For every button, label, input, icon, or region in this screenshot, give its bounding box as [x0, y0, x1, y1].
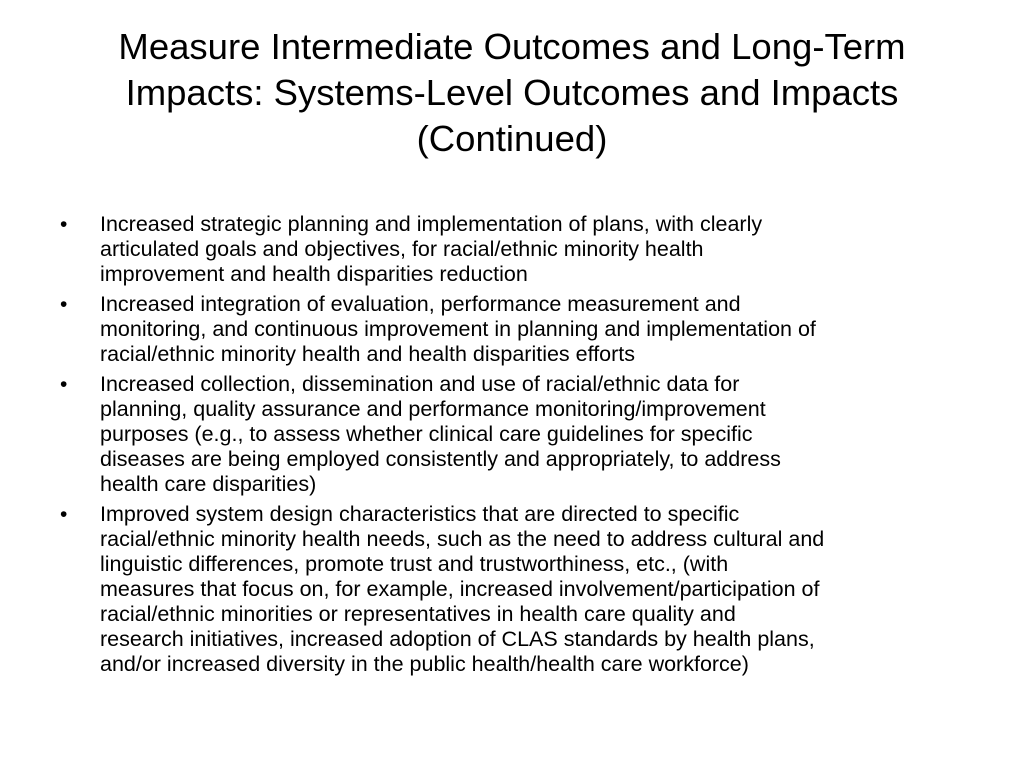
bullet-item-strategic-planning	[60, 212, 970, 287]
bullet-marker: •	[60, 503, 68, 526]
bullet-text-line: improvement and health disparities reduction	[100, 262, 528, 286]
slide-title	[60, 24, 964, 162]
bullet-text-line: health care disparities)	[100, 472, 317, 496]
bullet-marker: •	[60, 293, 68, 316]
slide-title-line: Impacts: Systems-Level Outcomes and Impacts	[125, 72, 899, 113]
bullet-text-line: linguistic differences, promote trust and trustworthiness, etc., (with	[100, 552, 729, 576]
bullet-item-evaluation-integration	[60, 292, 970, 367]
bullet-text-line: research initiatives, increased adoption of CLAS standards by health plans,	[100, 627, 815, 651]
bullet-text-line: Increased collection, dissemination and use of racial/ethnic data for	[100, 372, 740, 396]
bullet-marker: •	[60, 213, 68, 236]
bullet-text-line: diseases are being employed consistently and appropriately, to address	[100, 447, 781, 471]
bullet-text-line: planning, quality assurance and performance monitoring/improvement	[100, 397, 766, 421]
bullet-marker: •	[60, 373, 68, 396]
slide-title-line: Measure Intermediate Outcomes and Long-Term	[118, 26, 906, 67]
bullet-text-line: racial/ethnic minority health needs, such as the need to address cultural and	[100, 527, 825, 551]
bullet-text-line: racial/ethnic minority health and health disparities efforts	[100, 342, 636, 366]
bullet-text-line: articulated goals and objectives, for racial/ethnic minority health	[100, 237, 704, 261]
bullet-text-line: purposes (e.g., to assess whether clinical care guidelines for specific	[100, 422, 753, 446]
bullet-text-line: monitoring, and continuous improvement in planning and implementation of	[100, 317, 816, 341]
bullet-text-line: and/or increased diversity in the public health/health care workforce)	[100, 652, 749, 676]
slide-title-line: (Continued)	[416, 118, 608, 159]
bullet-text-line: measures that focus on, for example, increased involvement/participation of	[100, 577, 820, 601]
bullet-text-line: Increased integration of evaluation, performance measurement and	[100, 292, 741, 316]
bullet-list	[60, 212, 970, 682]
bullet-item-system-design	[60, 502, 970, 677]
bullet-item-data-collection	[60, 372, 970, 497]
bullet-text-line: Increased strategic planning and implementation of plans, with clearly	[100, 212, 763, 236]
bullet-text-line: Improved system design characteristics that are directed to specific	[100, 502, 740, 526]
bullet-text-line: racial/ethnic minorities or representatives in health care quality and	[100, 602, 736, 626]
